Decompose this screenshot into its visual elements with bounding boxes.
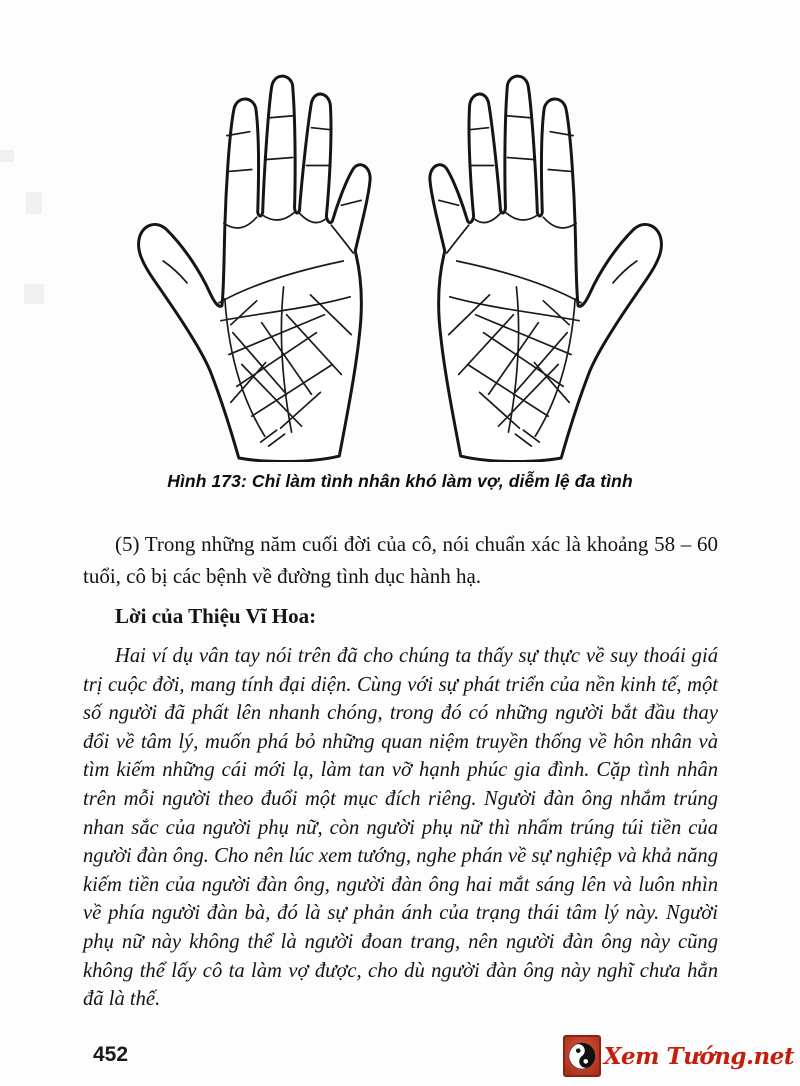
site-watermark xyxy=(563,1035,794,1077)
scan-smudge xyxy=(26,192,42,214)
palmistry-hands-illustration xyxy=(110,64,690,462)
watermark-text: Xem Tướng.net xyxy=(603,1042,794,1070)
right-hand-drawing xyxy=(430,76,662,461)
yin-yang-icon xyxy=(563,1035,601,1077)
speaker-heading: Lời của Thiệu Vĩ Hoa: xyxy=(115,604,317,628)
commentary-paragraph: Hai ví dụ vân tay nói trên đã cho chúng ta thấy sự thực về suy thoái giá trị cuộc đời, mang tính đại diện. Cùng với sự phát triển của nền kinh tế, một số người đã phất lên nhanh chóng, trong đó có những người bắt đầu thay đổi về tâm lý, muốn phá bỏ những quan niệm truyền thống về hôn nhân và tìm kiếm những cái mới lạ, làm tan vỡ hạnh phúc gia đình. Cặp tình nhân trên mỗi người theo đuổi một mục đích riêng. Người đàn ông nhắm trúng nhan sắc của người phụ nữ, còn người phụ nữ thì nhấm trúng túi tiền của người đàn ông. Cho nên lúc xem tướng, nghe phán về sự nghiệp và khả năng kiếm tiền của người đàn ông, người đàn ông hai mắt sáng lên và luôn nhìn về phía người đàn bà, đó là sự phản ánh của trạng thái tâm lý này. Người phụ nữ này không thể là người đoan trang, nên người đàn ông này cũng không thể lấy cô ta làm vợ được, cho dù người đàn ông này nghĩ chưa hẳn đã là thế. xyxy=(83,645,718,1011)
body-text-block xyxy=(83,528,718,1014)
figure-caption: Hình 173: Chỉ làm tình nhân khó làm vợ, diễm lệ đa tình xyxy=(167,471,633,491)
scan-smudge xyxy=(0,150,14,162)
page-number: 452 xyxy=(93,1043,129,1066)
scan-smudge xyxy=(24,284,44,304)
numbered-note-paragraph: (5) Trong những năm cuối đời của cô, nói chuẩn xác là khoảng 58 – 60 tuổi, cô bị các bệnh về đường tình dục hành hạ. xyxy=(83,532,718,588)
left-hand-drawing xyxy=(139,76,371,461)
palmistry-figure xyxy=(0,0,800,492)
